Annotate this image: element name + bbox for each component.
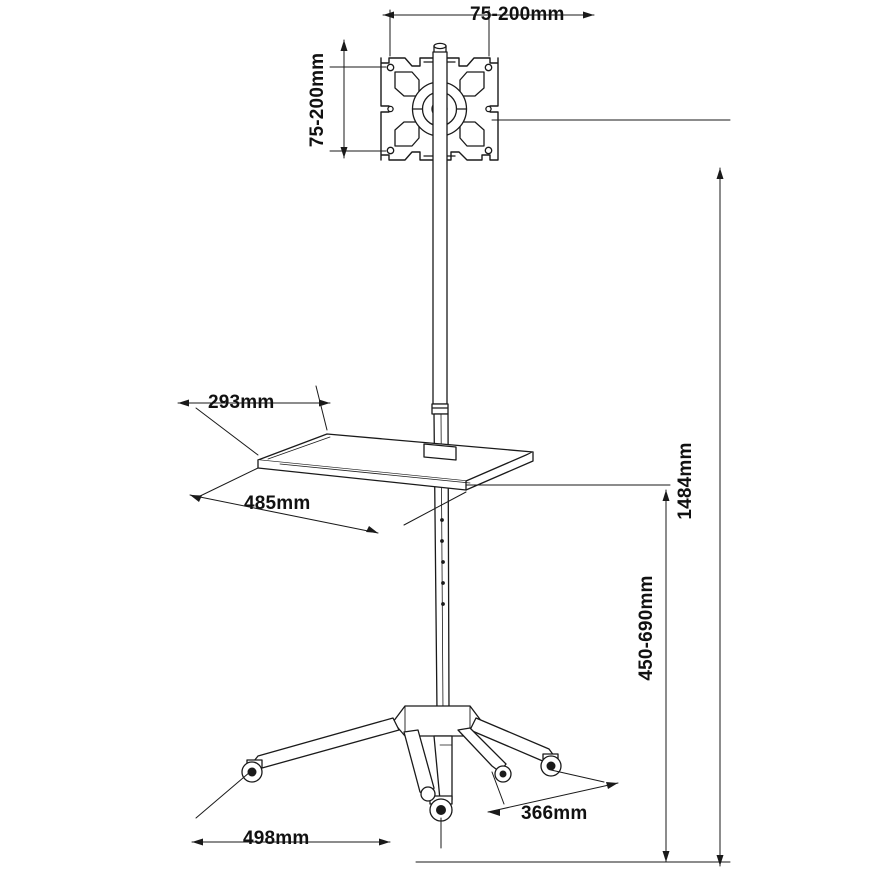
caster-right-rear [541,754,561,776]
dimension-label-mount-height-range: 450-690mm [636,575,657,681]
dimension-label-base-depth: 366mm [521,803,588,824]
caster-left-front [421,787,435,801]
dimension-label-shelf-width: 485mm [244,493,311,514]
shelf-group [258,434,533,490]
caster-left-rear [242,760,262,782]
dimension-label-base-width: 498mm [243,828,310,849]
dimension-label-vesa-width: 75-200mm [470,4,565,25]
dimension-label-vesa-height: 75-200mm [307,52,328,148]
base-group [242,706,561,821]
caster-right-front [495,766,511,782]
dimension-label-shelf-depth: 293mm [208,392,275,413]
dimension-label-total-height: 1484mm [675,442,696,520]
support-pole-group [432,43,449,712]
caster-center-front [430,796,452,821]
